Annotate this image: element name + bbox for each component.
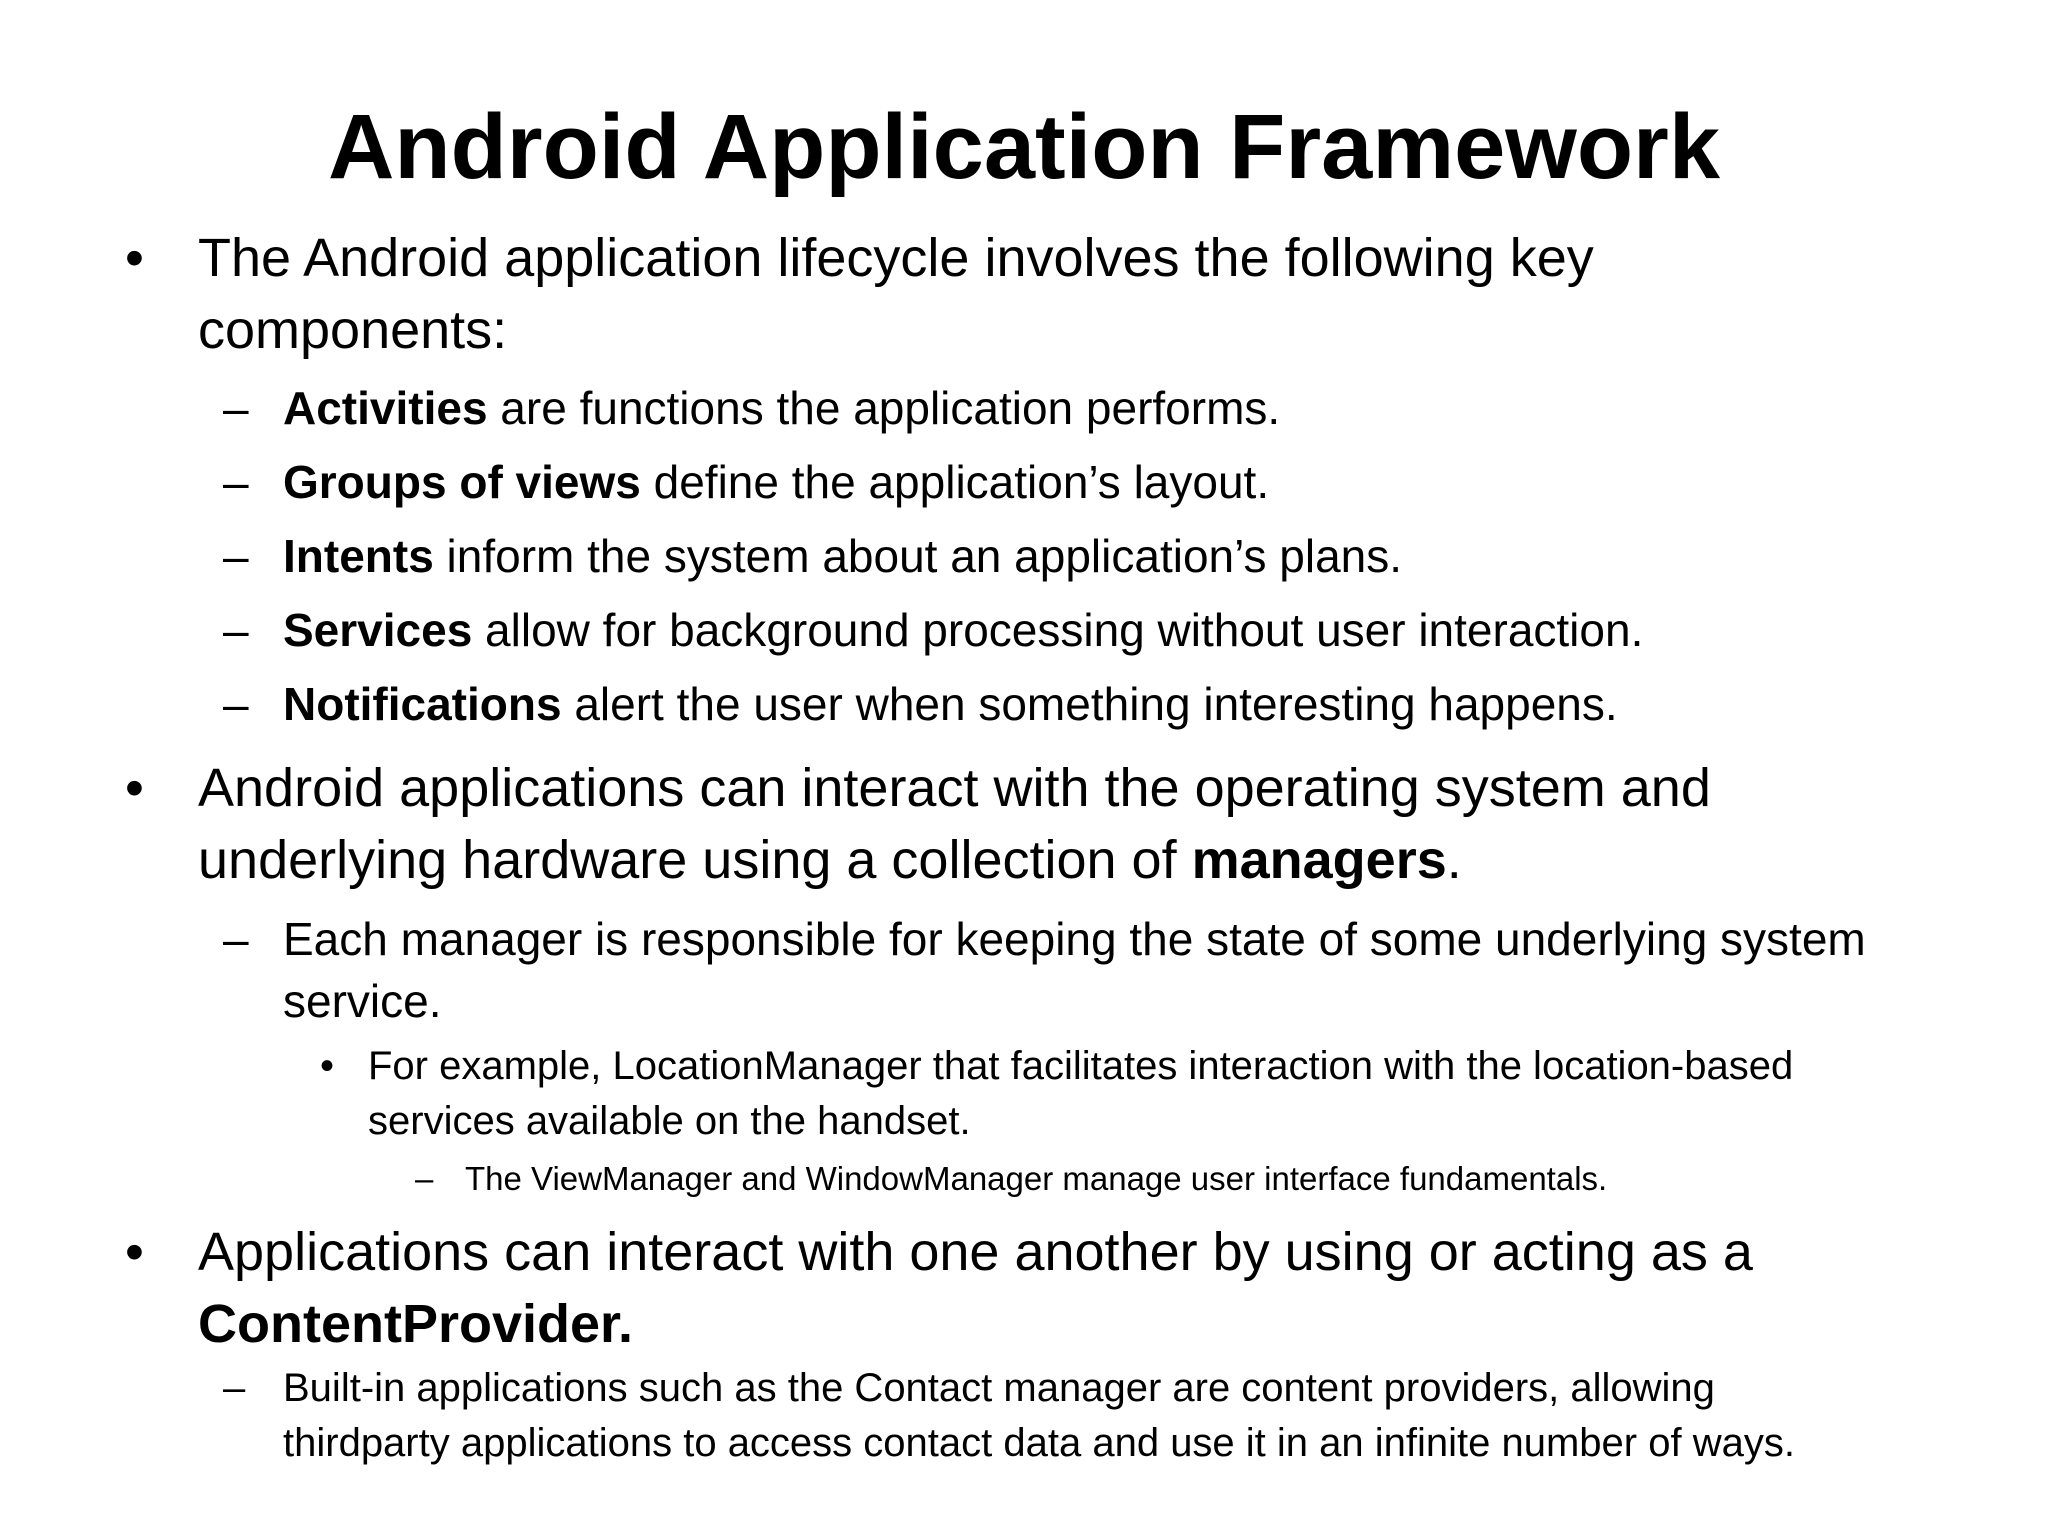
term-managers: managers — [1191, 830, 1447, 890]
bullet-marker: • — [125, 1222, 144, 1282]
bullet-marker: • — [320, 1044, 335, 1088]
bullet-marker: • — [125, 758, 144, 818]
example-text-line2: services available on the handset. — [368, 1099, 971, 1143]
dash-marker: – — [223, 678, 249, 730]
bullet-text-line1: Android applications can interact with the operating system and — [198, 758, 1711, 818]
subitem-text: alert the user when something interesting happens. — [561, 678, 1618, 730]
subitem-notifications — [223, 673, 1618, 735]
subitem-text-line1: Each manager is responsible for keeping the state of some underlying system — [283, 913, 1866, 965]
bullet-marker: • — [125, 228, 144, 288]
subitem-text: inform the system about an application’s plans. — [433, 530, 1403, 582]
bullet-text-suffix: . — [1446, 830, 1462, 890]
bullet-managers — [125, 752, 1711, 896]
subitem-built-in-applications — [223, 1361, 1795, 1471]
bullet-text-line2 — [198, 824, 1711, 896]
term-notifications: Notifications — [283, 678, 562, 730]
subitem-text-line2: service. — [283, 975, 442, 1027]
example-location-manager — [320, 1039, 1794, 1149]
subitem-text: define the application’s layout. — [640, 456, 1270, 508]
subitem-services — [223, 599, 1644, 661]
bullet-text-line1: Applications can interact with one another by using or acting as a — [198, 1222, 1753, 1282]
bullet-text-prefix: underlying hardware using a collection of — [198, 830, 1192, 890]
dash-marker: – — [415, 1160, 434, 1197]
subitem-text-line1: Built-in applications such as the Contact manager are content providers, allowing — [283, 1366, 1715, 1410]
slide-title: Android Application Framework — [327, 96, 1721, 198]
detail-view-window-manager — [415, 1157, 1608, 1201]
dash-marker: – — [223, 604, 249, 656]
term-groups-of-views: Groups of views — [283, 456, 641, 508]
subitem-text: allow for background processing without user interaction. — [472, 604, 1644, 656]
term-content-provider: ContentProvider. — [198, 1294, 634, 1354]
example-text-line1: For example, LocationManager that facilitates interaction with the location-based — [368, 1044, 1794, 1088]
bullet-text-line2: components: — [198, 300, 508, 360]
subitem-intents — [223, 525, 1403, 587]
bullet-content-provider — [125, 1216, 1753, 1360]
term-activities: Activities — [283, 382, 488, 434]
bullet-text-line1: The Android application lifecycle involves the following key — [198, 228, 1594, 288]
subitem-activities — [223, 377, 1281, 439]
subitem-text: are functions the application performs. — [487, 382, 1281, 434]
dash-marker: – — [223, 382, 249, 434]
subitem-manager-state — [223, 908, 1866, 1032]
term-services: Services — [283, 604, 473, 656]
term-intents: Intents — [283, 530, 434, 582]
subitem-groups-of-views — [223, 451, 1270, 513]
dash-marker: – — [223, 1366, 246, 1410]
bullet-lifecycle — [125, 222, 1594, 366]
dash-marker: – — [223, 530, 249, 582]
dash-marker: – — [223, 456, 249, 508]
subitem-text-line2: thirdparty applications to access contact data and use it in an infinite number of ways. — [283, 1421, 1795, 1465]
dash-marker: – — [223, 913, 249, 965]
detail-text: The ViewManager and WindowManager manage user interface fundamentals. — [465, 1160, 1608, 1197]
